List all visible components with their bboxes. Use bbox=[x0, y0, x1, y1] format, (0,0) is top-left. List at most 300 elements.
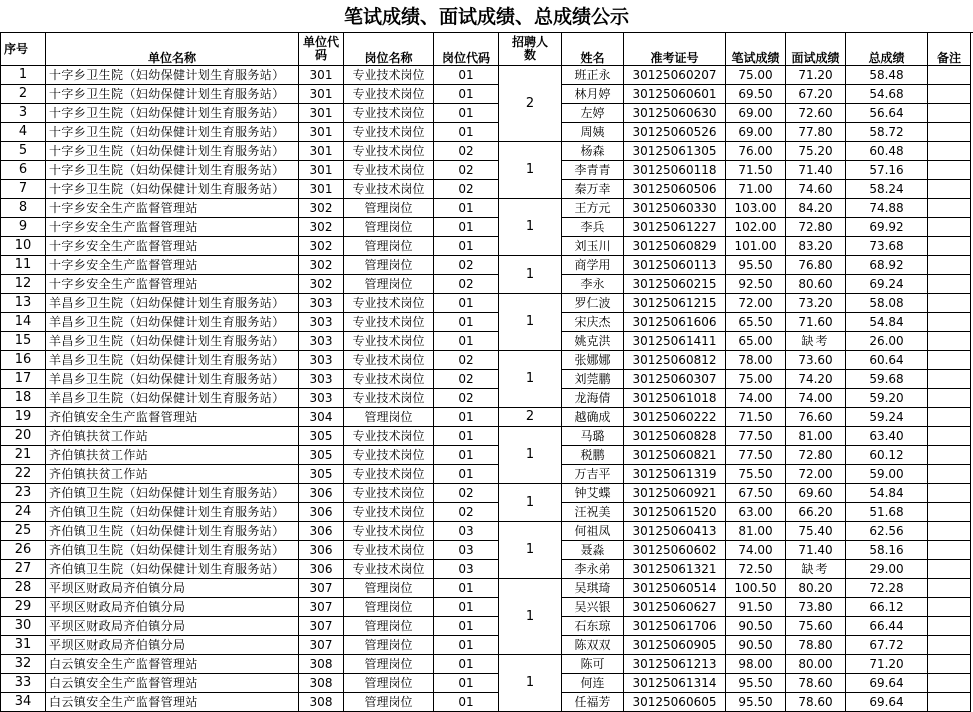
cell-post-name[interactable]: 专业技术岗位 bbox=[344, 560, 434, 579]
cell-seq[interactable]: 3 bbox=[1, 104, 46, 123]
cell-written[interactable]: 100.50 bbox=[726, 579, 786, 598]
cell-total[interactable]: 66.12 bbox=[846, 598, 928, 617]
cell-total[interactable]: 57.16 bbox=[846, 161, 928, 180]
cell-name[interactable]: 周姨 bbox=[562, 123, 624, 142]
cell-post-name[interactable]: 管理岗位 bbox=[344, 218, 434, 237]
cell-unit[interactable]: 十字乡安全生产监督管理站 bbox=[46, 199, 299, 218]
cell-written[interactable]: 78.00 bbox=[726, 351, 786, 370]
cell-unit[interactable]: 齐伯镇卫生院（妇幼保健计划生育服务站） bbox=[46, 522, 299, 541]
cell-interview[interactable]: 78.60 bbox=[786, 693, 846, 712]
cell-seq[interactable]: 22 bbox=[1, 465, 46, 484]
cell-remark[interactable] bbox=[928, 693, 971, 712]
cell-post-name[interactable]: 专业技术岗位 bbox=[344, 123, 434, 142]
cell-remark[interactable] bbox=[928, 617, 971, 636]
cell-exam-no[interactable]: 30125060526 bbox=[624, 123, 726, 142]
cell-exam-no[interactable]: 30125060330 bbox=[624, 199, 726, 218]
cell-seq[interactable]: 12 bbox=[1, 275, 46, 294]
cell-interview[interactable]: 72.00 bbox=[786, 465, 846, 484]
cell-post-name[interactable]: 管理岗位 bbox=[344, 598, 434, 617]
cell-recruit-count[interactable]: 2 bbox=[499, 66, 562, 142]
cell-written[interactable]: 90.50 bbox=[726, 636, 786, 655]
cell-post-name[interactable]: 专业技术岗位 bbox=[344, 541, 434, 560]
cell-name[interactable]: 刘玉川 bbox=[562, 237, 624, 256]
cell-seq[interactable]: 1 bbox=[1, 66, 46, 85]
cell-seq[interactable]: 16 bbox=[1, 351, 46, 370]
cell-unit[interactable]: 白云镇安全生产监督管理站 bbox=[46, 674, 299, 693]
cell-interview[interactable]: 72.60 bbox=[786, 104, 846, 123]
cell-unit-code[interactable]: 303 bbox=[299, 351, 344, 370]
cell-exam-no[interactable]: 30125060602 bbox=[624, 541, 726, 560]
cell-seq[interactable]: 6 bbox=[1, 161, 46, 180]
cell-seq[interactable]: 26 bbox=[1, 541, 46, 560]
cell-written[interactable]: 69.50 bbox=[726, 85, 786, 104]
cell-seq[interactable]: 18 bbox=[1, 389, 46, 408]
cell-post-name[interactable]: 专业技术岗位 bbox=[344, 66, 434, 85]
cell-total[interactable]: 60.64 bbox=[846, 351, 928, 370]
cell-total[interactable]: 54.84 bbox=[846, 313, 928, 332]
cell-recruit-count[interactable]: 1 bbox=[499, 484, 562, 522]
cell-total[interactable]: 69.92 bbox=[846, 218, 928, 237]
cell-remark[interactable] bbox=[928, 370, 971, 389]
cell-exam-no[interactable]: 30125061319 bbox=[624, 465, 726, 484]
cell-remark[interactable] bbox=[928, 104, 971, 123]
cell-unit-code[interactable]: 301 bbox=[299, 104, 344, 123]
cell-unit-code[interactable]: 301 bbox=[299, 180, 344, 199]
cell-unit-code[interactable]: 307 bbox=[299, 617, 344, 636]
cell-recruit-count[interactable]: 1 bbox=[499, 294, 562, 351]
cell-total[interactable]: 68.92 bbox=[846, 256, 928, 275]
cell-seq[interactable]: 29 bbox=[1, 598, 46, 617]
cell-post-code[interactable]: 01 bbox=[434, 655, 499, 674]
cell-post-name[interactable]: 管理岗位 bbox=[344, 617, 434, 636]
cell-name[interactable]: 李兵 bbox=[562, 218, 624, 237]
cell-seq[interactable]: 19 bbox=[1, 408, 46, 427]
header-unit-code[interactable]: 单位代码 bbox=[299, 33, 344, 66]
cell-name[interactable]: 龙海倩 bbox=[562, 389, 624, 408]
cell-total[interactable]: 71.20 bbox=[846, 655, 928, 674]
cell-unit-code[interactable]: 308 bbox=[299, 693, 344, 712]
cell-unit[interactable]: 白云镇安全生产监督管理站 bbox=[46, 655, 299, 674]
cell-written[interactable]: 101.00 bbox=[726, 237, 786, 256]
cell-seq[interactable]: 32 bbox=[1, 655, 46, 674]
cell-interview[interactable]: 66.20 bbox=[786, 503, 846, 522]
cell-name[interactable]: 林月婷 bbox=[562, 85, 624, 104]
header-seq[interactable]: 序号 bbox=[1, 33, 46, 66]
cell-post-code[interactable]: 01 bbox=[434, 636, 499, 655]
cell-exam-no[interactable]: 30125060829 bbox=[624, 237, 726, 256]
cell-written[interactable]: 69.00 bbox=[726, 104, 786, 123]
cell-post-name[interactable]: 专业技术岗位 bbox=[344, 446, 434, 465]
cell-exam-no[interactable]: 30125060605 bbox=[624, 693, 726, 712]
cell-post-code[interactable]: 01 bbox=[434, 579, 499, 598]
cell-exam-no[interactable]: 30125060828 bbox=[624, 427, 726, 446]
cell-exam-no[interactable]: 30125060113 bbox=[624, 256, 726, 275]
cell-post-name[interactable]: 专业技术岗位 bbox=[344, 332, 434, 351]
cell-post-name[interactable]: 专业技术岗位 bbox=[344, 389, 434, 408]
cell-written[interactable]: 75.00 bbox=[726, 370, 786, 389]
cell-post-name[interactable]: 管理岗位 bbox=[344, 275, 434, 294]
cell-unit-code[interactable]: 306 bbox=[299, 560, 344, 579]
cell-post-code[interactable]: 01 bbox=[434, 313, 499, 332]
cell-total[interactable]: 54.84 bbox=[846, 484, 928, 503]
cell-seq[interactable]: 9 bbox=[1, 218, 46, 237]
cell-name[interactable]: 罗仁波 bbox=[562, 294, 624, 313]
cell-seq[interactable]: 15 bbox=[1, 332, 46, 351]
cell-unit[interactable]: 齐伯镇安全生产监督管理站 bbox=[46, 408, 299, 427]
cell-exam-no[interactable]: 30125060307 bbox=[624, 370, 726, 389]
cell-remark[interactable] bbox=[928, 332, 971, 351]
header-name[interactable]: 姓名 bbox=[562, 33, 624, 66]
cell-seq[interactable]: 2 bbox=[1, 85, 46, 104]
cell-total[interactable]: 74.88 bbox=[846, 199, 928, 218]
cell-written[interactable]: 102.00 bbox=[726, 218, 786, 237]
cell-interview[interactable]: 75.60 bbox=[786, 617, 846, 636]
header-interview[interactable]: 面试成绩 bbox=[786, 33, 846, 66]
cell-post-code[interactable]: 02 bbox=[434, 351, 499, 370]
cell-interview[interactable]: 71.40 bbox=[786, 541, 846, 560]
cell-post-code[interactable]: 01 bbox=[434, 408, 499, 427]
cell-remark[interactable] bbox=[928, 579, 971, 598]
cell-total[interactable]: 58.08 bbox=[846, 294, 928, 313]
cell-unit[interactable]: 十字乡卫生院（妇幼保健计划生育服务站） bbox=[46, 85, 299, 104]
cell-unit[interactable]: 羊昌乡卫生院（妇幼保健计划生育服务站） bbox=[46, 351, 299, 370]
cell-total[interactable]: 58.24 bbox=[846, 180, 928, 199]
cell-post-code[interactable]: 02 bbox=[434, 389, 499, 408]
cell-seq[interactable]: 5 bbox=[1, 142, 46, 161]
cell-unit-code[interactable]: 307 bbox=[299, 579, 344, 598]
cell-unit[interactable]: 十字乡卫生院（妇幼保健计划生育服务站） bbox=[46, 180, 299, 199]
cell-post-code[interactable]: 01 bbox=[434, 104, 499, 123]
cell-exam-no[interactable]: 30125061227 bbox=[624, 218, 726, 237]
cell-post-code[interactable]: 02 bbox=[434, 161, 499, 180]
cell-recruit-count[interactable]: 1 bbox=[499, 142, 562, 199]
cell-remark[interactable] bbox=[928, 465, 971, 484]
cell-post-code[interactable]: 02 bbox=[434, 275, 499, 294]
cell-total[interactable]: 51.68 bbox=[846, 503, 928, 522]
cell-remark[interactable] bbox=[928, 275, 971, 294]
cell-exam-no[interactable]: 30125060514 bbox=[624, 579, 726, 598]
cell-remark[interactable] bbox=[928, 218, 971, 237]
cell-written[interactable]: 65.50 bbox=[726, 313, 786, 332]
cell-name[interactable]: 张娜娜 bbox=[562, 351, 624, 370]
header-post-code[interactable]: 岗位代码 bbox=[434, 33, 499, 66]
cell-written[interactable]: 65.00 bbox=[726, 332, 786, 351]
cell-interview[interactable]: 78.80 bbox=[786, 636, 846, 655]
cell-unit-code[interactable]: 301 bbox=[299, 85, 344, 104]
cell-seq[interactable]: 13 bbox=[1, 294, 46, 313]
cell-name[interactable]: 秦万幸 bbox=[562, 180, 624, 199]
cell-post-code[interactable]: 03 bbox=[434, 560, 499, 579]
cell-total[interactable]: 59.00 bbox=[846, 465, 928, 484]
cell-seq[interactable]: 33 bbox=[1, 674, 46, 693]
cell-recruit-count[interactable]: 1 bbox=[499, 256, 562, 294]
cell-exam-no[interactable]: 30125061411 bbox=[624, 332, 726, 351]
cell-unit[interactable]: 十字乡安全生产监督管理站 bbox=[46, 275, 299, 294]
cell-total[interactable]: 63.40 bbox=[846, 427, 928, 446]
cell-unit[interactable]: 平坝区财政局齐伯镇分局 bbox=[46, 579, 299, 598]
cell-post-name[interactable]: 专业技术岗位 bbox=[344, 427, 434, 446]
cell-post-code[interactable]: 01 bbox=[434, 218, 499, 237]
cell-unit-code[interactable]: 302 bbox=[299, 256, 344, 275]
cell-unit[interactable]: 十字乡卫生院（妇幼保健计划生育服务站） bbox=[46, 123, 299, 142]
cell-name[interactable]: 王方元 bbox=[562, 199, 624, 218]
cell-written[interactable]: 75.00 bbox=[726, 66, 786, 85]
cell-post-code[interactable]: 01 bbox=[434, 199, 499, 218]
cell-written[interactable]: 90.50 bbox=[726, 617, 786, 636]
cell-post-name[interactable]: 专业技术岗位 bbox=[344, 180, 434, 199]
cell-interview[interactable]: 83.20 bbox=[786, 237, 846, 256]
cell-post-code[interactable]: 01 bbox=[434, 465, 499, 484]
cell-unit-code[interactable]: 306 bbox=[299, 541, 344, 560]
cell-post-name[interactable]: 专业技术岗位 bbox=[344, 503, 434, 522]
cell-post-name[interactable]: 管理岗位 bbox=[344, 655, 434, 674]
cell-recruit-count[interactable]: 1 bbox=[499, 199, 562, 256]
cell-seq[interactable]: 27 bbox=[1, 560, 46, 579]
cell-exam-no[interactable]: 30125060821 bbox=[624, 446, 726, 465]
cell-unit-code[interactable]: 306 bbox=[299, 522, 344, 541]
cell-post-name[interactable]: 管理岗位 bbox=[344, 199, 434, 218]
cell-exam-no[interactable]: 30125061305 bbox=[624, 142, 726, 161]
cell-seq[interactable]: 4 bbox=[1, 123, 46, 142]
cell-name[interactable]: 班正永 bbox=[562, 66, 624, 85]
cell-post-code[interactable]: 01 bbox=[434, 693, 499, 712]
cell-recruit-count[interactable]: 1 bbox=[499, 522, 562, 579]
cell-post-name[interactable]: 专业技术岗位 bbox=[344, 484, 434, 503]
cell-unit-code[interactable]: 305 bbox=[299, 427, 344, 446]
cell-interview[interactable]: 72.80 bbox=[786, 218, 846, 237]
cell-post-code[interactable]: 01 bbox=[434, 237, 499, 256]
cell-unit[interactable]: 齐伯镇扶贫工作站 bbox=[46, 465, 299, 484]
cell-name[interactable]: 税鹏 bbox=[562, 446, 624, 465]
cell-interview[interactable]: 74.60 bbox=[786, 180, 846, 199]
cell-total[interactable]: 69.24 bbox=[846, 275, 928, 294]
cell-seq[interactable]: 8 bbox=[1, 199, 46, 218]
cell-interview[interactable]: 74.00 bbox=[786, 389, 846, 408]
cell-seq[interactable]: 10 bbox=[1, 237, 46, 256]
cell-total[interactable]: 67.72 bbox=[846, 636, 928, 655]
cell-exam-no[interactable]: 30125061314 bbox=[624, 674, 726, 693]
cell-remark[interactable] bbox=[928, 256, 971, 275]
cell-unit-code[interactable]: 307 bbox=[299, 636, 344, 655]
cell-seq[interactable]: 20 bbox=[1, 427, 46, 446]
cell-unit-code[interactable]: 305 bbox=[299, 465, 344, 484]
cell-name[interactable]: 何连 bbox=[562, 674, 624, 693]
cell-remark[interactable] bbox=[928, 484, 971, 503]
header-unit-name[interactable]: 单位名称 bbox=[46, 33, 299, 66]
cell-interview[interactable]: 69.60 bbox=[786, 484, 846, 503]
cell-unit[interactable]: 齐伯镇卫生院（妇幼保健计划生育服务站） bbox=[46, 541, 299, 560]
cell-unit[interactable]: 十字乡安全生产监督管理站 bbox=[46, 218, 299, 237]
cell-total[interactable]: 73.68 bbox=[846, 237, 928, 256]
cell-post-code[interactable]: 02 bbox=[434, 256, 499, 275]
header-total[interactable]: 总成绩 bbox=[846, 33, 928, 66]
cell-exam-no[interactable]: 30125061606 bbox=[624, 313, 726, 332]
cell-exam-no[interactable]: 30125060905 bbox=[624, 636, 726, 655]
cell-remark[interactable] bbox=[928, 598, 971, 617]
cell-written[interactable]: 95.50 bbox=[726, 674, 786, 693]
cell-written[interactable]: 95.50 bbox=[726, 256, 786, 275]
cell-unit-code[interactable]: 301 bbox=[299, 142, 344, 161]
header-exam-no[interactable]: 准考证号 bbox=[624, 33, 726, 66]
cell-name[interactable]: 宋庆杰 bbox=[562, 313, 624, 332]
cell-remark[interactable] bbox=[928, 313, 971, 332]
cell-post-name[interactable]: 专业技术岗位 bbox=[344, 294, 434, 313]
cell-remark[interactable] bbox=[928, 161, 971, 180]
cell-remark[interactable] bbox=[928, 294, 971, 313]
cell-exam-no[interactable]: 30125060812 bbox=[624, 351, 726, 370]
cell-name[interactable]: 杨森 bbox=[562, 142, 624, 161]
cell-name[interactable]: 汪祝美 bbox=[562, 503, 624, 522]
cell-name[interactable]: 万吉平 bbox=[562, 465, 624, 484]
cell-written[interactable]: 75.50 bbox=[726, 465, 786, 484]
cell-written[interactable]: 71.50 bbox=[726, 161, 786, 180]
cell-name[interactable]: 李永弟 bbox=[562, 560, 624, 579]
cell-unit-code[interactable]: 306 bbox=[299, 484, 344, 503]
cell-exam-no[interactable]: 30125060630 bbox=[624, 104, 726, 123]
cell-name[interactable]: 商学用 bbox=[562, 256, 624, 275]
cell-post-code[interactable]: 01 bbox=[434, 294, 499, 313]
cell-name[interactable]: 陈双双 bbox=[562, 636, 624, 655]
cell-name[interactable]: 吴琪琦 bbox=[562, 579, 624, 598]
cell-unit[interactable]: 十字乡安全生产监督管理站 bbox=[46, 256, 299, 275]
cell-remark[interactable] bbox=[928, 560, 971, 579]
cell-unit-code[interactable]: 301 bbox=[299, 123, 344, 142]
cell-total[interactable]: 29.00 bbox=[846, 560, 928, 579]
cell-unit[interactable]: 羊昌乡卫生院（妇幼保健计划生育服务站） bbox=[46, 294, 299, 313]
cell-recruit-count[interactable]: 1 bbox=[499, 655, 562, 712]
cell-seq[interactable]: 25 bbox=[1, 522, 46, 541]
cell-interview[interactable]: 76.60 bbox=[786, 408, 846, 427]
cell-written[interactable]: 91.50 bbox=[726, 598, 786, 617]
cell-name[interactable]: 马璐 bbox=[562, 427, 624, 446]
cell-total[interactable]: 69.64 bbox=[846, 674, 928, 693]
cell-seq[interactable]: 30 bbox=[1, 617, 46, 636]
cell-total[interactable]: 58.48 bbox=[846, 66, 928, 85]
cell-post-code[interactable]: 03 bbox=[434, 522, 499, 541]
cell-interview[interactable]: 71.60 bbox=[786, 313, 846, 332]
cell-post-code[interactable]: 01 bbox=[434, 617, 499, 636]
cell-post-name[interactable]: 专业技术岗位 bbox=[344, 142, 434, 161]
cell-interview[interactable]: 71.40 bbox=[786, 161, 846, 180]
cell-unit-code[interactable]: 302 bbox=[299, 218, 344, 237]
cell-remark[interactable] bbox=[928, 408, 971, 427]
cell-post-code[interactable]: 01 bbox=[434, 332, 499, 351]
cell-name[interactable]: 李永 bbox=[562, 275, 624, 294]
cell-unit[interactable]: 羊昌乡卫生院（妇幼保健计划生育服务站） bbox=[46, 389, 299, 408]
cell-unit-code[interactable]: 306 bbox=[299, 503, 344, 522]
cell-name[interactable]: 任福芳 bbox=[562, 693, 624, 712]
cell-total[interactable]: 59.68 bbox=[846, 370, 928, 389]
cell-unit[interactable]: 十字乡卫生院（妇幼保健计划生育服务站） bbox=[46, 66, 299, 85]
cell-seq[interactable]: 24 bbox=[1, 503, 46, 522]
cell-name[interactable]: 刘莞鹏 bbox=[562, 370, 624, 389]
cell-post-code[interactable]: 01 bbox=[434, 123, 499, 142]
cell-unit[interactable]: 羊昌乡卫生院（妇幼保健计划生育服务站） bbox=[46, 332, 299, 351]
cell-interview[interactable]: 77.80 bbox=[786, 123, 846, 142]
cell-interview[interactable]: 73.80 bbox=[786, 598, 846, 617]
cell-post-code[interactable]: 01 bbox=[434, 427, 499, 446]
cell-interview[interactable]: 67.20 bbox=[786, 85, 846, 104]
cell-unit[interactable]: 羊昌乡卫生院（妇幼保健计划生育服务站） bbox=[46, 313, 299, 332]
cell-seq[interactable]: 11 bbox=[1, 256, 46, 275]
cell-unit-code[interactable]: 308 bbox=[299, 655, 344, 674]
cell-interview[interactable]: 72.80 bbox=[786, 446, 846, 465]
cell-post-name[interactable]: 专业技术岗位 bbox=[344, 104, 434, 123]
cell-seq[interactable]: 23 bbox=[1, 484, 46, 503]
cell-unit[interactable]: 平坝区财政局齐伯镇分局 bbox=[46, 636, 299, 655]
cell-written[interactable]: 98.00 bbox=[726, 655, 786, 674]
cell-unit[interactable]: 十字乡安全生产监督管理站 bbox=[46, 237, 299, 256]
cell-post-code[interactable]: 02 bbox=[434, 370, 499, 389]
cell-post-code[interactable]: 01 bbox=[434, 598, 499, 617]
cell-exam-no[interactable]: 30125060215 bbox=[624, 275, 726, 294]
cell-seq[interactable]: 17 bbox=[1, 370, 46, 389]
cell-seq[interactable]: 31 bbox=[1, 636, 46, 655]
cell-unit[interactable]: 齐伯镇扶贫工作站 bbox=[46, 446, 299, 465]
cell-remark[interactable] bbox=[928, 351, 971, 370]
cell-remark[interactable] bbox=[928, 636, 971, 655]
cell-unit[interactable]: 平坝区财政局齐伯镇分局 bbox=[46, 598, 299, 617]
cell-unit-code[interactable]: 305 bbox=[299, 446, 344, 465]
cell-unit[interactable]: 平坝区财政局齐伯镇分局 bbox=[46, 617, 299, 636]
header-recruit[interactable]: 招聘人数 bbox=[499, 33, 562, 66]
cell-written[interactable]: 74.00 bbox=[726, 541, 786, 560]
cell-total[interactable]: 58.72 bbox=[846, 123, 928, 142]
cell-unit-code[interactable]: 303 bbox=[299, 294, 344, 313]
cell-total[interactable]: 60.48 bbox=[846, 142, 928, 161]
cell-post-name[interactable]: 专业技术岗位 bbox=[344, 465, 434, 484]
cell-total[interactable]: 54.68 bbox=[846, 85, 928, 104]
cell-total[interactable]: 60.12 bbox=[846, 446, 928, 465]
cell-name[interactable]: 石东琼 bbox=[562, 617, 624, 636]
cell-interview[interactable]: 缺考 bbox=[786, 332, 846, 351]
cell-written[interactable]: 74.00 bbox=[726, 389, 786, 408]
cell-remark[interactable] bbox=[928, 199, 971, 218]
cell-unit-code[interactable]: 303 bbox=[299, 389, 344, 408]
cell-remark[interactable] bbox=[928, 142, 971, 161]
cell-post-code[interactable]: 02 bbox=[434, 180, 499, 199]
cell-written[interactable]: 72.00 bbox=[726, 294, 786, 313]
cell-post-name[interactable]: 专业技术岗位 bbox=[344, 522, 434, 541]
cell-remark[interactable] bbox=[928, 237, 971, 256]
cell-name[interactable]: 钟艾蝶 bbox=[562, 484, 624, 503]
cell-recruit-count[interactable]: 1 bbox=[499, 427, 562, 484]
cell-written[interactable]: 71.50 bbox=[726, 408, 786, 427]
cell-post-name[interactable]: 管理岗位 bbox=[344, 674, 434, 693]
cell-unit[interactable]: 十字乡卫生院（妇幼保健计划生育服务站） bbox=[46, 104, 299, 123]
cell-unit-code[interactable]: 304 bbox=[299, 408, 344, 427]
cell-post-name[interactable]: 管理岗位 bbox=[344, 256, 434, 275]
cell-post-name[interactable]: 专业技术岗位 bbox=[344, 351, 434, 370]
cell-post-code[interactable]: 03 bbox=[434, 541, 499, 560]
cell-unit-code[interactable]: 307 bbox=[299, 598, 344, 617]
cell-name[interactable]: 陈可 bbox=[562, 655, 624, 674]
cell-seq[interactable]: 28 bbox=[1, 579, 46, 598]
cell-remark[interactable] bbox=[928, 655, 971, 674]
cell-unit-code[interactable]: 301 bbox=[299, 66, 344, 85]
cell-total[interactable]: 58.16 bbox=[846, 541, 928, 560]
cell-written[interactable]: 63.00 bbox=[726, 503, 786, 522]
cell-exam-no[interactable]: 30125061018 bbox=[624, 389, 726, 408]
cell-post-name[interactable]: 专业技术岗位 bbox=[344, 370, 434, 389]
cell-interview[interactable]: 74.20 bbox=[786, 370, 846, 389]
cell-post-code[interactable]: 01 bbox=[434, 674, 499, 693]
cell-written[interactable]: 72.50 bbox=[726, 560, 786, 579]
cell-name[interactable]: 何祖凤 bbox=[562, 522, 624, 541]
cell-remark[interactable] bbox=[928, 389, 971, 408]
cell-exam-no[interactable]: 30125060413 bbox=[624, 522, 726, 541]
cell-interview[interactable]: 75.40 bbox=[786, 522, 846, 541]
